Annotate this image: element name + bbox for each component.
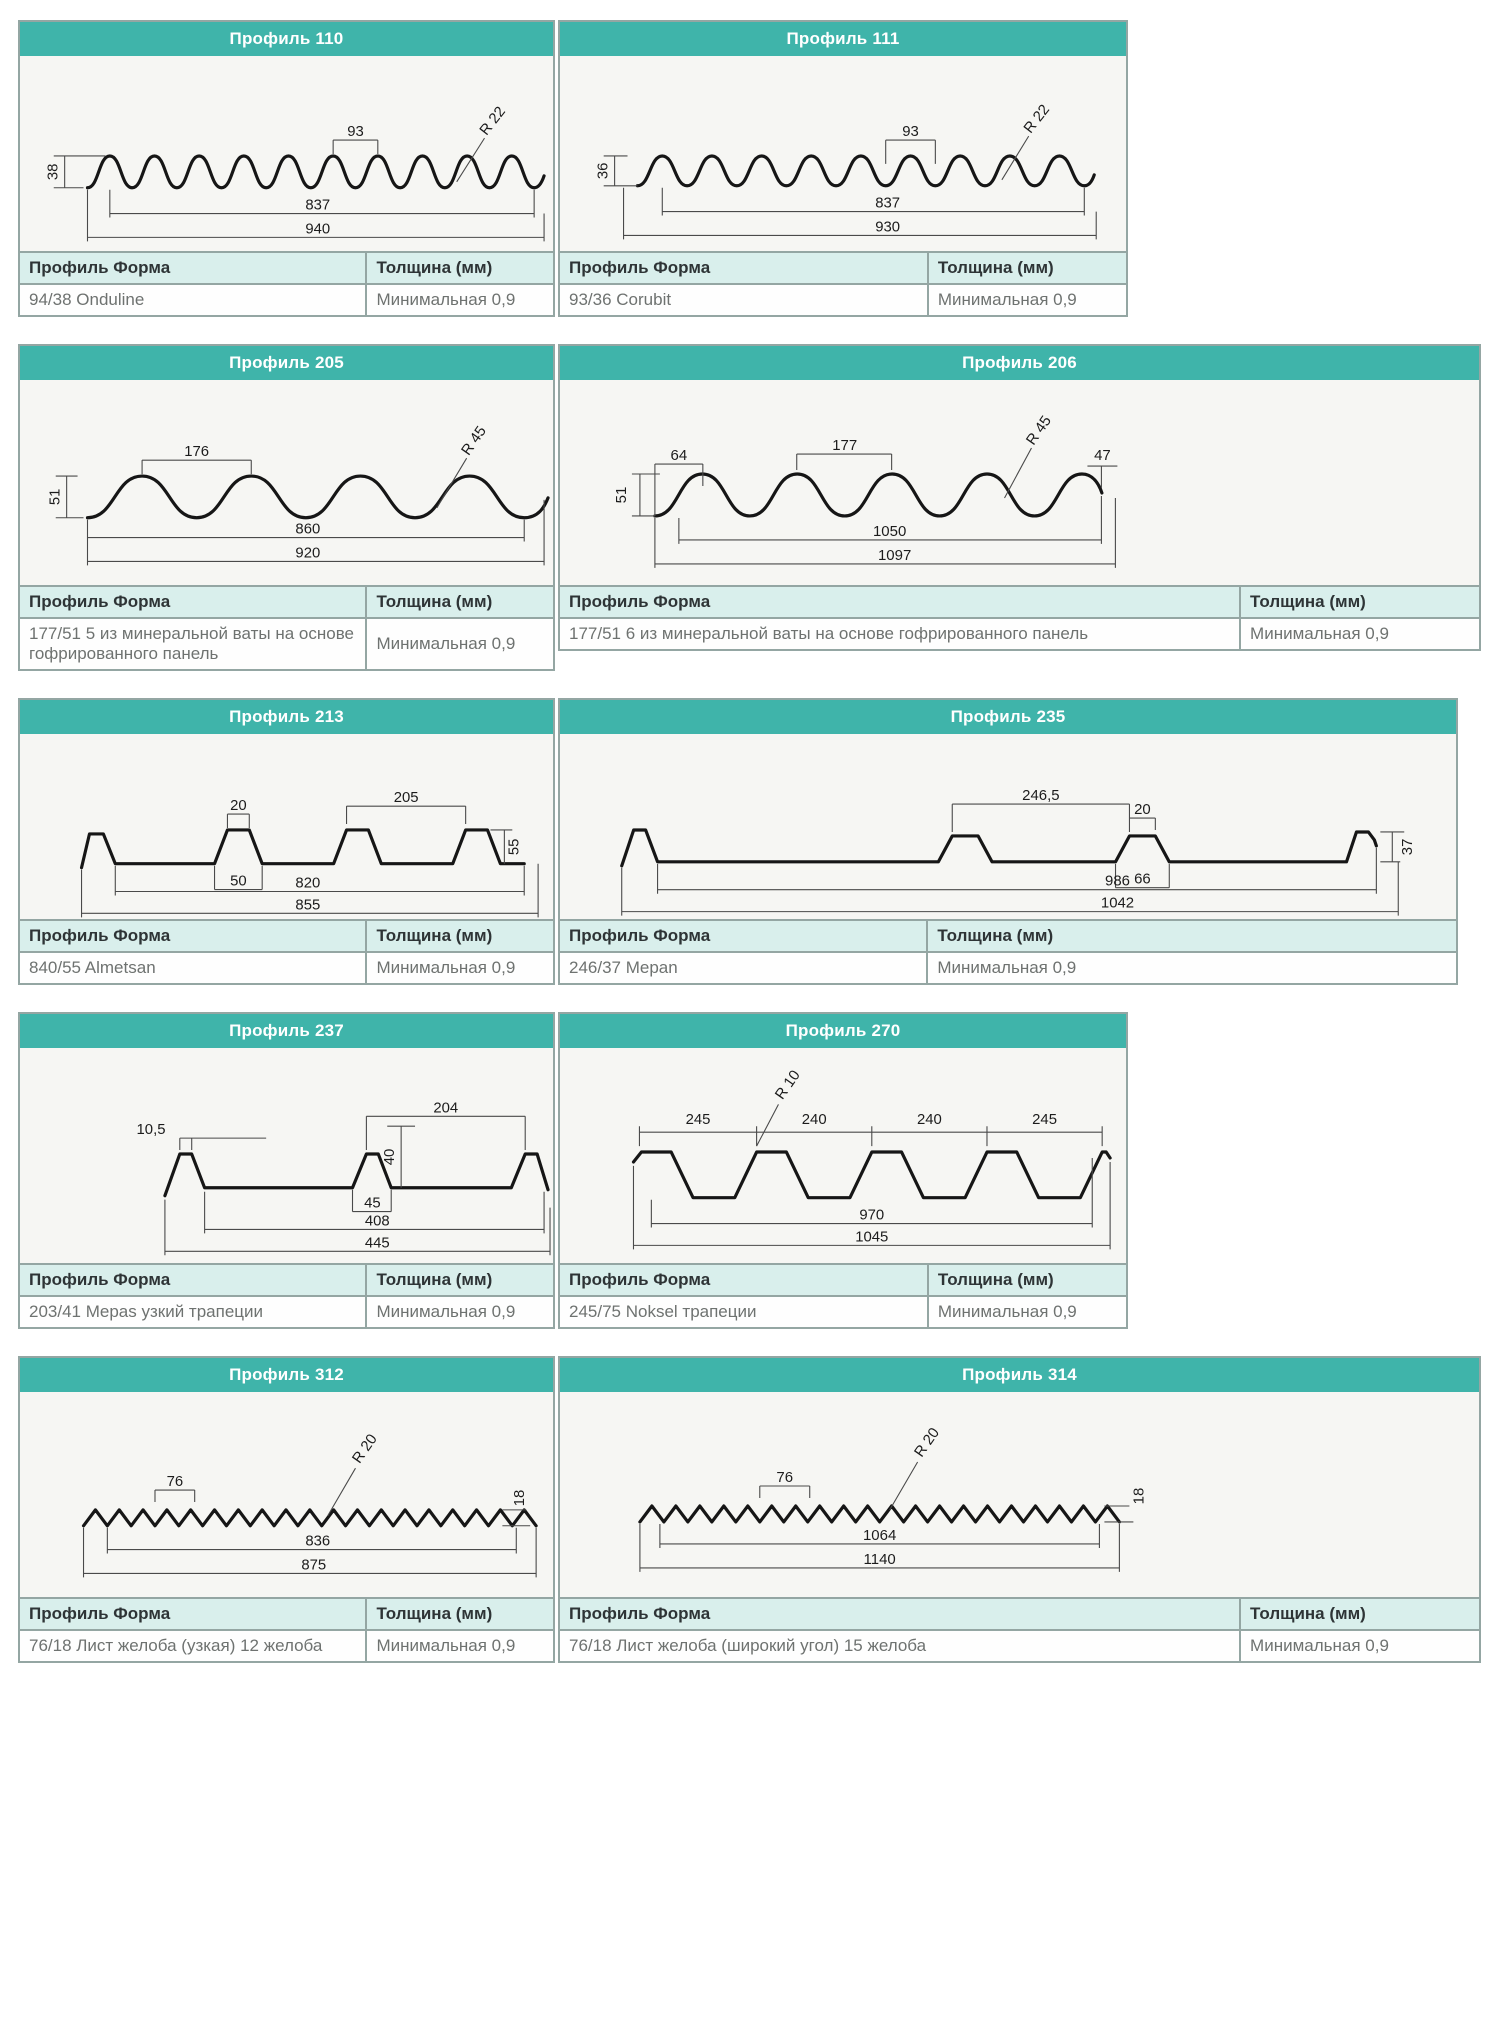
dim-pitch-label: 246,5 — [1022, 787, 1060, 805]
dim-cover-label: 408 — [364, 1213, 390, 1230]
table-row — [560, 952, 1456, 983]
table-row — [20, 284, 553, 315]
thickness-column-header: Толщина (мм) — [927, 920, 1456, 952]
dim-pitch-label: 76 — [166, 1474, 184, 1491]
dim-rib-top-label: 10,5 — [136, 1122, 166, 1139]
profile-205-diagram — [20, 380, 553, 585]
thickness-value: Минимальная 0,9 — [366, 618, 553, 669]
table-row — [560, 284, 1126, 315]
form-value: 93/36 Corubit — [560, 284, 928, 315]
thickness-value: Минимальная 0,9 — [1240, 618, 1479, 649]
dim-total-label: 875 — [301, 1557, 327, 1574]
form-value: 76/18 Лист желоба (узкая) 12 желоба — [20, 1630, 366, 1661]
dim-cover-label: 837 — [875, 195, 901, 212]
dim-total-label: 930 — [875, 219, 901, 236]
profile-row-4 — [18, 1012, 1501, 1329]
dim-pitch-label: 93 — [347, 124, 364, 141]
thickness-column-header: Толщина (мм) — [366, 920, 553, 952]
profile-outline — [82, 830, 525, 868]
profile-235-diagram — [560, 734, 1456, 919]
profile-card-title: Профиль 270 — [560, 1014, 1126, 1048]
dim-depth-label: 18 — [512, 1489, 529, 1507]
profile-237-diagram — [20, 1048, 553, 1263]
dimension-lines — [604, 136, 1097, 239]
table-row — [560, 1296, 1126, 1327]
profile-drawing-206 — [560, 380, 1479, 585]
thickness-column-header: Толщина (мм) — [366, 1598, 553, 1630]
profile-drawing-314 — [560, 1392, 1479, 1597]
profile-row-3 — [18, 698, 1501, 985]
profile-card-270 — [558, 1012, 1128, 1329]
form-value: 177/51 6 из минеральной ваты на основе гофрированного панель — [560, 618, 1240, 649]
profile-outline — [622, 830, 1377, 866]
thickness-column-header: Толщина (мм) — [366, 252, 553, 284]
profile-314-diagram — [560, 1392, 1479, 1597]
profile-card-title: Профиль 110 — [20, 22, 553, 56]
table-row — [20, 952, 553, 983]
dim-radius-label: R 10 — [772, 1067, 804, 1103]
thickness-column-header: Толщина (мм) — [1240, 1598, 1479, 1630]
profile-206-diagram — [560, 380, 1479, 585]
table-row — [560, 618, 1479, 649]
spec-table-110 — [20, 251, 553, 315]
profile-card-237 — [18, 1012, 555, 1329]
dim-cover-label: 970 — [859, 1207, 885, 1224]
thickness-value: Минимальная 0,9 — [928, 284, 1126, 315]
thickness-column-header: Толщина (мм) — [366, 586, 553, 618]
form-value: 94/38 Onduline — [20, 284, 366, 315]
dim-depth-label: 40 — [382, 1148, 399, 1166]
profile-card-title: Профиль 235 — [560, 700, 1456, 734]
table-row — [560, 1630, 1479, 1661]
profile-card-314 — [558, 1356, 1481, 1663]
profile-row-2 — [18, 344, 1501, 671]
dimension-lines — [622, 804, 1405, 916]
profile-card-title: Профиль 312 — [20, 1358, 553, 1392]
thickness-column-header: Толщина (мм) — [928, 1264, 1126, 1296]
thickness-value: Минимальная 0,9 — [366, 284, 553, 315]
dimension-lines — [165, 1116, 550, 1255]
form-value: 203/41 Mepas узкий трапеции — [20, 1296, 366, 1327]
profile-card-110 — [18, 20, 555, 317]
form-value: 245/75 Noksel трапеции — [560, 1296, 928, 1327]
thickness-value: Минимальная 0,9 — [366, 1630, 553, 1661]
dim-pitch-label: 93 — [902, 124, 919, 141]
thickness-value: Минимальная 0,9 — [366, 952, 553, 983]
profile-213-diagram — [20, 734, 553, 919]
form-column-header: Профиль Форма — [20, 1264, 366, 1296]
form-column-header: Профиль Форма — [560, 1598, 1240, 1630]
profile-outline — [87, 476, 548, 518]
profile-card-title: Профиль 213 — [20, 700, 553, 734]
dim-cover-label: 986 — [1105, 872, 1130, 890]
dim-pitch-label: 176 — [184, 444, 210, 461]
dim-cover-label: 1064 — [862, 1526, 897, 1544]
thickness-column-header: Толщина (мм) — [366, 1264, 553, 1296]
profile-card-235 — [558, 698, 1458, 985]
form-column-header: Профиль Форма — [560, 586, 1240, 618]
dim-cover-label: 1050 — [872, 522, 907, 540]
table-row — [20, 618, 553, 669]
profile-270-diagram — [560, 1048, 1126, 1263]
profile-312-diagram — [20, 1392, 553, 1597]
table-row — [20, 1296, 553, 1327]
dim-total-label: 1045 — [855, 1229, 889, 1246]
dim-rib-bottom-label: 66 — [1134, 870, 1151, 888]
profile-card-title: Профиль 205 — [20, 346, 553, 380]
dim-cover-label: 837 — [305, 197, 331, 214]
thickness-column-header: Толщина (мм) — [1240, 586, 1479, 618]
dim-height-label: 51 — [612, 486, 630, 504]
profile-drawing-237 — [20, 1048, 553, 1263]
table-row — [20, 1630, 553, 1661]
dim-cover-label: 820 — [295, 875, 321, 892]
dim-pitch-label: 204 — [433, 1100, 459, 1117]
dim-seg2-label: 240 — [801, 1112, 827, 1129]
profile-row-1 — [18, 20, 1501, 317]
profile-outline — [633, 1152, 1110, 1198]
dimension-lines — [632, 448, 1117, 568]
dim-total-label: 1097 — [877, 546, 912, 564]
form-column-header: Профиль Форма — [560, 1264, 928, 1296]
profile-outline — [84, 1510, 537, 1526]
profile-110-diagram — [20, 56, 553, 251]
profile-drawing-235 — [560, 734, 1456, 919]
spec-table-213 — [20, 919, 553, 983]
profile-drawing-213 — [20, 734, 553, 919]
dim-depth-label: 55 — [506, 838, 523, 856]
dim-pitch-label: 205 — [393, 790, 419, 807]
dim-seg3-label: 240 — [916, 1112, 942, 1129]
dim-pitch-label: 177 — [832, 437, 858, 455]
dim-radius-label: R 22 — [477, 103, 509, 139]
profile-outline — [637, 156, 1094, 186]
profile-111-diagram — [560, 56, 1126, 251]
thickness-value: Минимальная 0,9 — [1240, 1630, 1479, 1661]
dim-total-label: 920 — [295, 545, 321, 562]
profile-drawing-312 — [20, 1392, 553, 1597]
dim-seg1-label: 245 — [685, 1112, 711, 1129]
profile-outline — [87, 156, 544, 188]
form-column-header: Профиль Форма — [20, 252, 366, 284]
dim-pitch-label: 76 — [776, 1469, 794, 1487]
profile-card-206 — [558, 344, 1481, 651]
profile-card-title: Профиль 206 — [560, 346, 1479, 380]
spec-table-237 — [20, 1263, 553, 1327]
dim-total-label: 1042 — [1100, 894, 1135, 912]
profile-drawing-205 — [20, 380, 553, 585]
form-column-header: Профиль Форма — [20, 920, 366, 952]
dim-end-label: 47 — [1094, 447, 1111, 465]
form-value: 177/51 5 из минеральной ваты на основе гофрированного панель — [20, 618, 366, 669]
thickness-value: Минимальная 0,9 — [366, 1296, 553, 1327]
profile-drawing-270 — [560, 1048, 1126, 1263]
spec-table-206 — [560, 585, 1479, 649]
spec-table-235 — [560, 919, 1456, 983]
dim-radius-label: R 45 — [1022, 412, 1055, 449]
form-value: 246/37 Mepan — [560, 952, 927, 983]
profile-row-5 — [18, 1356, 1501, 1663]
dim-total-label: 1140 — [863, 1550, 896, 1568]
profile-card-title: Профиль 111 — [560, 22, 1126, 56]
dim-height-label: 51 — [47, 488, 64, 506]
profile-card-111 — [558, 20, 1128, 317]
profile-drawing-110 — [20, 56, 553, 251]
spec-table-111 — [560, 251, 1126, 315]
dim-height-label: 38 — [45, 163, 62, 181]
dim-cover-label: 860 — [295, 521, 321, 538]
profile-outline — [655, 474, 1102, 516]
profile-drawing-111 — [560, 56, 1126, 251]
dim-radius-label: R 45 — [458, 423, 490, 459]
profile-outline — [640, 1506, 1119, 1522]
dim-seg4-label: 245 — [1032, 1112, 1057, 1129]
profile-card-312 — [18, 1356, 555, 1663]
dim-depth-label: 18 — [1130, 1487, 1148, 1505]
profile-outline — [165, 1154, 548, 1196]
thickness-value: Минимальная 0,9 — [928, 1296, 1126, 1327]
profile-card-title: Профиль 237 — [20, 1014, 553, 1048]
profile-card-213 — [18, 698, 555, 985]
form-column-header: Профиль Форма — [560, 252, 928, 284]
spec-table-270 — [560, 1263, 1126, 1327]
dimension-lines — [54, 138, 544, 241]
dim-rib-top-label: 20 — [230, 798, 247, 815]
form-column-header: Профиль Форма — [20, 586, 366, 618]
form-column-header: Профиль Форма — [560, 920, 927, 952]
dim-cover-label: 836 — [305, 1533, 331, 1550]
thickness-column-header: Толщина (мм) — [928, 252, 1126, 284]
dim-radius-label: R 20 — [910, 1424, 944, 1461]
spec-table-312 — [20, 1597, 553, 1661]
dim-total-label: 445 — [364, 1235, 390, 1252]
profile-card-205 — [18, 344, 555, 671]
dim-radius-label: R 22 — [1021, 101, 1054, 137]
dim-rib-bottom-label: 50 — [230, 873, 247, 890]
form-value: 76/18 Лист желоба (широкий угол) 15 желоба — [560, 1630, 1240, 1661]
profile-card-title: Профиль 314 — [560, 1358, 1479, 1392]
dim-height-label: 36 — [595, 162, 612, 180]
spec-table-205 — [20, 585, 553, 669]
form-value: 840/55 Almetsan — [20, 952, 366, 983]
dim-rib-bottom-label: 45 — [364, 1195, 381, 1212]
thickness-value: Минимальная 0,9 — [927, 952, 1456, 983]
dim-first-label: 64 — [670, 447, 688, 465]
form-column-header: Профиль Форма — [20, 1598, 366, 1630]
dim-total-label: 855 — [295, 897, 321, 914]
spec-table-314 — [560, 1597, 1479, 1661]
dim-radius-label: R 20 — [349, 1431, 381, 1467]
dim-depth-label: 37 — [1399, 838, 1417, 856]
dim-total-label: 940 — [305, 221, 331, 238]
dim-rib-top-label: 20 — [1134, 801, 1151, 819]
